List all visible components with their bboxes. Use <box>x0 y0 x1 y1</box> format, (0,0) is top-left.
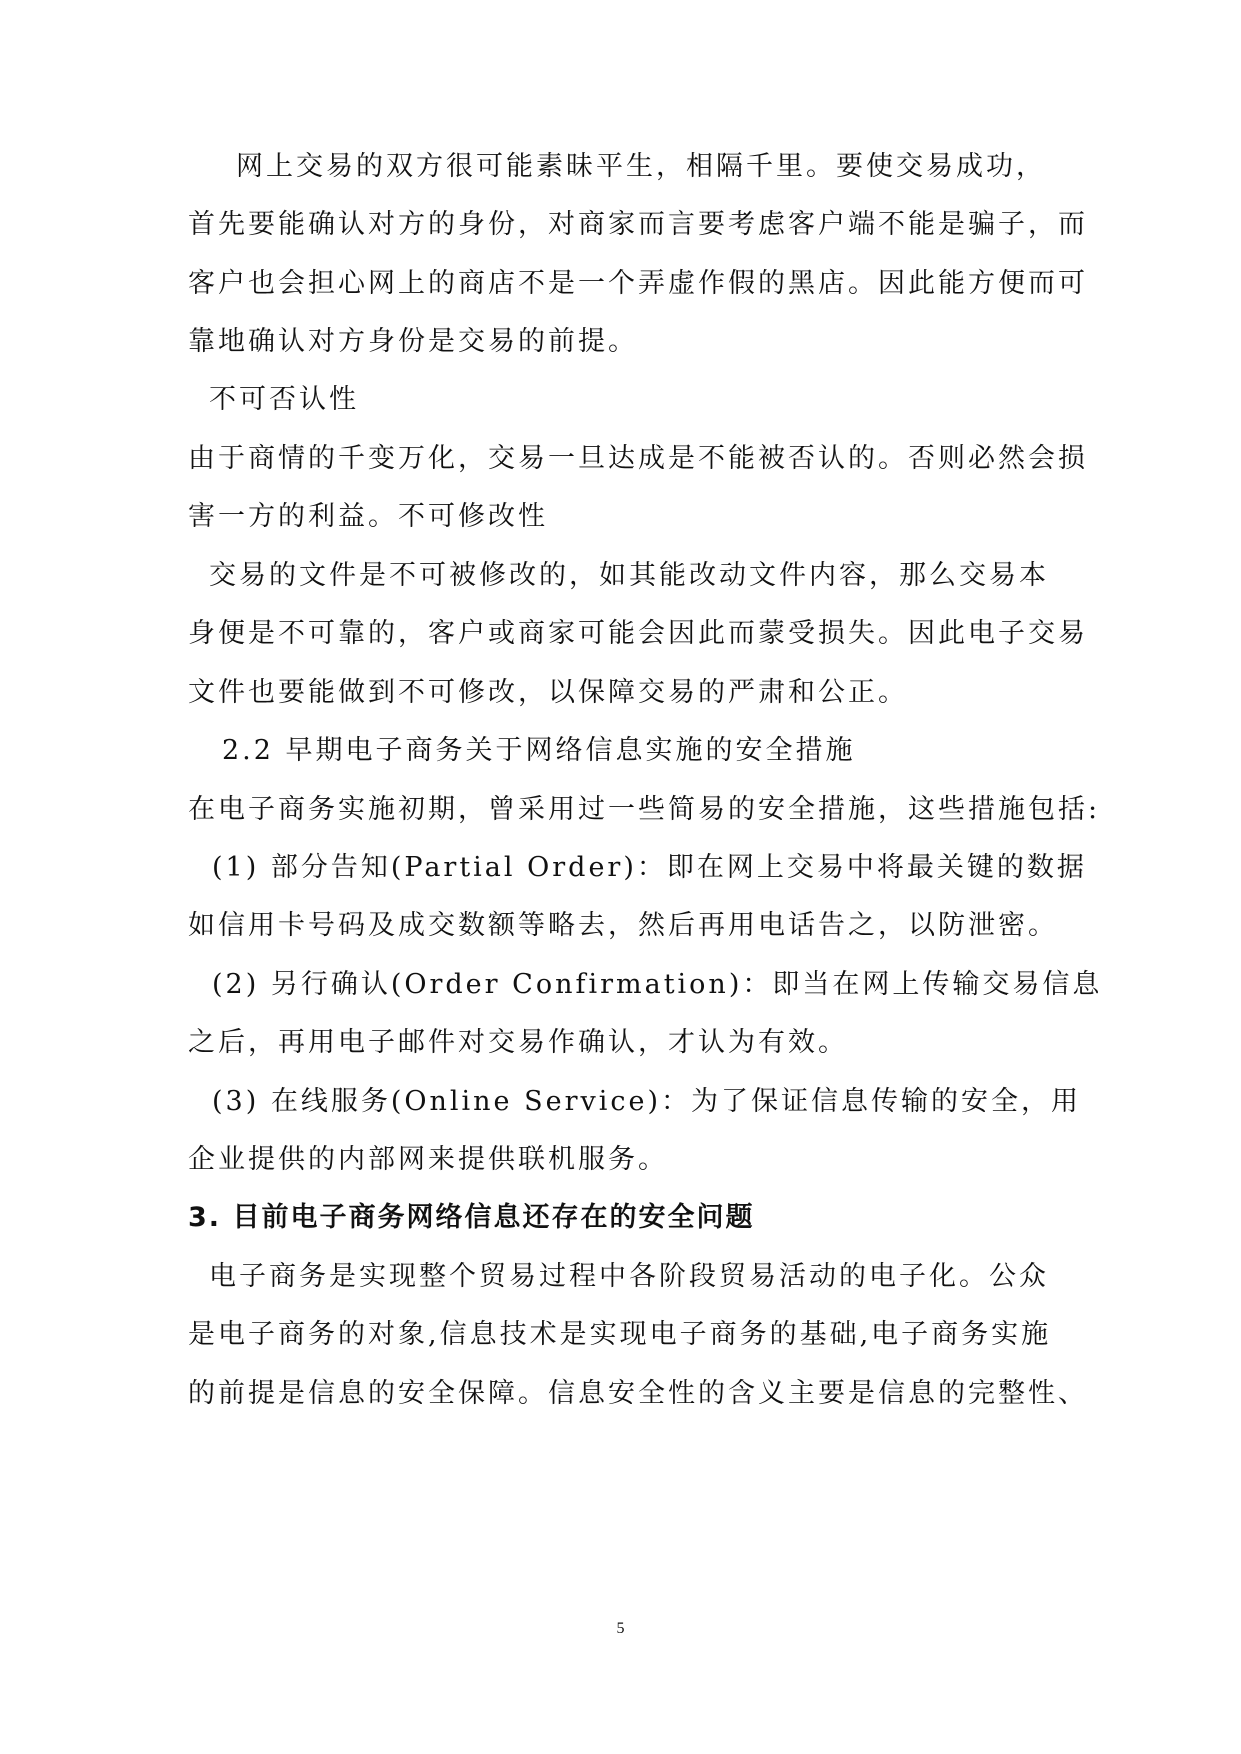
section-heading-3: 3. 目前电子商务网络信息还存在的安全问题 <box>188 1202 755 1233</box>
list-item-3-line-1: (3) 在线服务(Online Service)：为了保证信息传输的安全，用 <box>212 1086 1082 1117</box>
page-number: 5 <box>616 1620 625 1637</box>
paragraph-line-8: 交易的文件是不可被修改的，如其能改动文件内容，那么交易本 <box>209 560 1049 591</box>
paragraph-line-20: 电子商务是实现整个贸易过程中各阶段贸易活动的电子化。公众 <box>209 1261 1049 1292</box>
section-heading-2-2: 2.2 早期电子商务关于网络信息实施的安全措施 <box>222 735 856 766</box>
paragraph-line-22: 的前提是信息的安全保障。信息安全性的含义主要是信息的完整性、 <box>188 1378 1088 1409</box>
paragraph-line-6: 由于商情的千变万化，交易一旦达成是不能被否认的。否则必然会损 <box>188 443 1088 474</box>
paragraph-line-3: 客户也会担心网上的商店不是一个弄虚作假的黑店。因此能方便而可 <box>188 268 1088 299</box>
paragraph-line-7: 害一方的利益。不可修改性 <box>188 501 548 532</box>
paragraph-line-1: 网上交易的双方很可能素昧平生，相隔千里。要使交易成功， <box>236 151 1046 182</box>
list-item-2-line-1: (2) 另行确认(Order Confirmation)：即当在网上传输交易信息 <box>212 969 1103 1000</box>
list-item-1-line-1: (1) 部分告知(Partial Order)：即在网上交易中将最关键的数据 <box>212 852 1087 883</box>
subheading-non-repudiation: 不可否认性 <box>209 384 359 415</box>
list-item-3-line-2: 企业提供的内部网来提供联机服务。 <box>188 1144 668 1175</box>
paragraph-line-10: 文件也要能做到不可修改，以保障交易的严肃和公正。 <box>188 677 908 708</box>
list-item-2-line-2: 之后，再用电子邮件对交易作确认，才认为有效。 <box>188 1027 848 1058</box>
paragraph-line-12: 在电子商务实施初期，曾采用过一些简易的安全措施，这些措施包括: <box>188 794 1101 825</box>
paragraph-line-4: 靠地确认对方身份是交易的前提。 <box>188 326 638 357</box>
paragraph-line-21: 是电子商务的对象,信息技术是实现电子商务的基础,电子商务实施 <box>188 1319 1052 1350</box>
paragraph-line-9: 身便是不可靠的，客户或商家可能会因此而蒙受损失。因此电子交易 <box>188 618 1088 649</box>
list-item-1-line-2: 如信用卡号码及成交数额等略去，然后再用电话告之，以防泄密。 <box>188 910 1058 941</box>
paragraph-line-2: 首先要能确认对方的身份，对商家而言要考虑客户端不能是骗子，而 <box>188 209 1088 240</box>
